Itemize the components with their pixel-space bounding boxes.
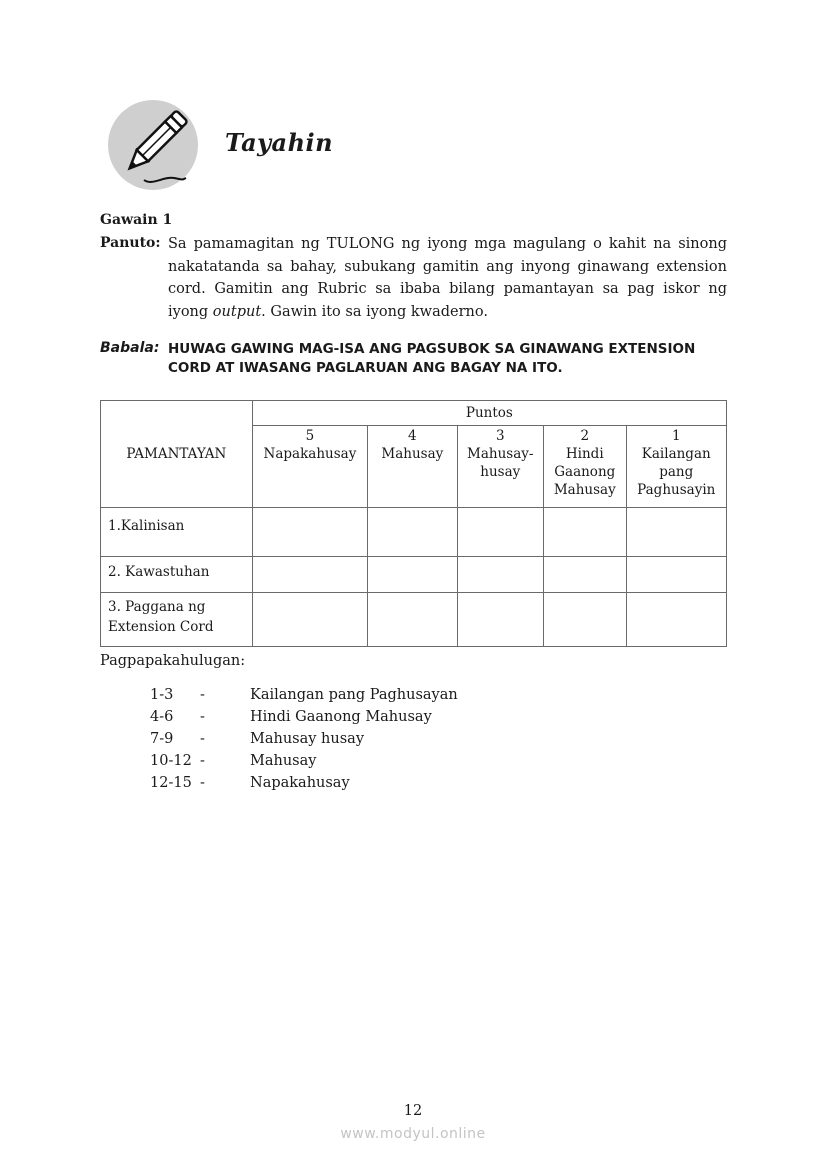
score-cell (544, 508, 627, 557)
interpretation-heading: Pagpapakahulugan: (100, 653, 246, 669)
list-item: 1-3 - Kailangan pang Paghusayan (150, 687, 458, 703)
criterion-label: 1.Kalinisan (101, 508, 253, 557)
pencil-icon (108, 100, 198, 190)
score-cell (368, 593, 457, 647)
score-cell (252, 557, 367, 593)
score-cell (252, 593, 367, 647)
rubric-table (100, 400, 727, 647)
score-cell (626, 593, 726, 647)
panuto-label: Panuto: (100, 235, 161, 251)
panuto-text: Sa pamamagitan ng TULONG ng iyong mga magulang o kahit na sinong nakatatanda sa bahay, subukang gamitin ang inyong ginawang extension cord. Gamitin ang Rubric sa ibaba bilang pamantayan sa pag iskor ng iyong output. Gawin ito sa iyong kwaderno. (168, 236, 727, 320)
score-cell (457, 557, 544, 593)
score-cell (544, 557, 627, 593)
score-level-1: 1 Kailangan pang Paghusayin (626, 426, 726, 508)
score-cell (544, 593, 627, 647)
score-level-4: 4 Mahusay (368, 426, 457, 508)
score-cell (252, 508, 367, 557)
score-level-2: 2 Hindi Gaanong Mahusay (544, 426, 627, 508)
score-cell (457, 593, 544, 647)
activity-label: Gawain 1 (100, 212, 173, 228)
list-item: 10-12 - Mahusay (150, 753, 317, 769)
interpretation-list (150, 687, 510, 797)
page-number: 12 (403, 1103, 423, 1119)
output-word: output (212, 303, 262, 320)
page-title: Tayahin (225, 128, 334, 157)
watermark: www.modyul.online (340, 1126, 486, 1142)
score-cell (626, 508, 726, 557)
score-level-3: 3 Mahusay- husay (457, 426, 544, 508)
points-header: Puntos (252, 401, 726, 426)
score-cell (368, 508, 457, 557)
list-item: 4-6 - Hindi Gaanong Mahusay (150, 709, 432, 725)
score-cell (457, 508, 544, 557)
score-level-5: 5 Napakahusay (252, 426, 367, 508)
score-cell (626, 557, 726, 593)
table-row (101, 557, 727, 593)
score-cell (368, 557, 457, 593)
criteria-header: PAMANTAYAN (101, 401, 253, 508)
criterion-label: 3. Paggana ng Extension Cord (101, 593, 253, 647)
criterion-label: 2. Kawastuhan (101, 557, 253, 593)
list-item: 12-15 - Napakahusay (150, 775, 350, 791)
list-item: 7-9 - Mahusay husay (150, 731, 365, 747)
table-row (101, 593, 727, 647)
table-row (101, 508, 727, 557)
babala-label: Babala: (100, 340, 160, 356)
babala-text: HUWAG GAWING MAG-ISA ANG PAGSUBOK SA GINAWANG EXTENSION CORD AT IWASANG PAGLARUAN ANG BAGAY NA ITO. (168, 341, 696, 376)
